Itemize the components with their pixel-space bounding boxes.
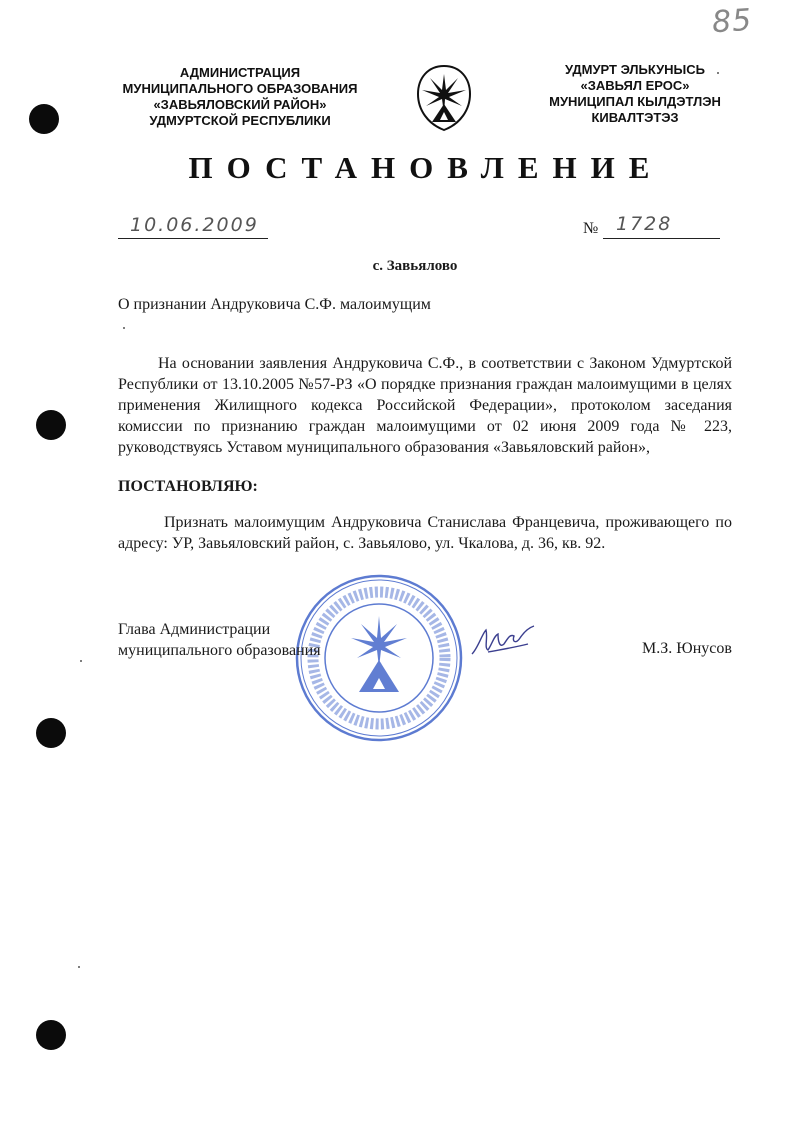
decree-heading: ПОСТАНОВЛЯЮ:: [118, 478, 258, 495]
header-right-line: КИВАЛТЭТЭЗ: [591, 110, 679, 125]
header-left-line: УДМУРТСКОЙ РЕСПУБЛИКИ: [149, 113, 331, 128]
document-subject: О признании Андруковича С.Ф. малоимущим: [118, 296, 431, 313]
header-right-block: [500, 62, 770, 126]
header-left-line: АДМИНИСТРАЦИЯ: [179, 65, 301, 80]
binder-hole-2: [36, 410, 66, 440]
header-left-line: «ЗАВЬЯЛОВСКИЙ РАЙОН»: [153, 97, 327, 112]
header-right-line: УДМУРТ ЭЛЬКУНЫСЬ: [564, 62, 706, 77]
scan-speck: [78, 966, 80, 968]
header-left-block: [100, 65, 380, 129]
decree-paragraph: Признать малоимущим Андруковича Станислава Францевича, проживающего по адресу: УР, Завьяловский район, с. Завьялово, ул. Чкалова, д. 36, кв. 92.: [118, 514, 732, 552]
signatory-title-line: Глава Администрации: [118, 621, 271, 638]
signatory-title-line: муниципального образования: [118, 642, 321, 659]
scan-speck: [80, 660, 82, 662]
place-of-issue: с. Завьялово: [372, 258, 458, 274]
date-underline: [118, 238, 268, 239]
handwritten-signature: [468, 620, 538, 660]
document-title: ПОСТАНОВЛЕНИЕ: [188, 150, 664, 185]
binder-hole-1: [29, 104, 59, 134]
scan-speck: [123, 327, 125, 329]
district-emblem-icon: [414, 64, 474, 132]
header-left-line: МУНИЦИПАЛЬНОГО ОБРАЗОВАНИЯ: [122, 81, 358, 96]
number-underline: [603, 238, 720, 239]
header-right-line: МУНИЦИПАЛ КЫЛДЭТЛЭН: [549, 94, 721, 109]
binder-hole-4: [36, 1020, 66, 1050]
signatory-title: [118, 619, 321, 661]
binder-hole-3: [36, 718, 66, 748]
number-sign: №: [583, 220, 599, 237]
header-right-line: «ЗАВЬЯЛ ЕРОС»: [580, 78, 690, 93]
handwritten-page-number: 85: [710, 2, 754, 41]
document-number: 1728: [616, 213, 673, 235]
preamble-paragraph: На основании заявления Андруковича С.Ф., в соответствии с Законом Удмуртской Республики от 13.10.2005 №57-РЗ «О порядке признания граждан малоимущими в целях применения Жилищного кодекса Российской Федерации», протоколом заседания комиссии по признанию граждан малоимущими от 02 июня 2009 года № 223, руководствуясь Уставом муниципального образования «Завьяловский район»,: [118, 355, 732, 456]
signatory-name: М.З. Юнусов: [642, 640, 732, 657]
document-date: 10.06.2009: [130, 214, 259, 236]
